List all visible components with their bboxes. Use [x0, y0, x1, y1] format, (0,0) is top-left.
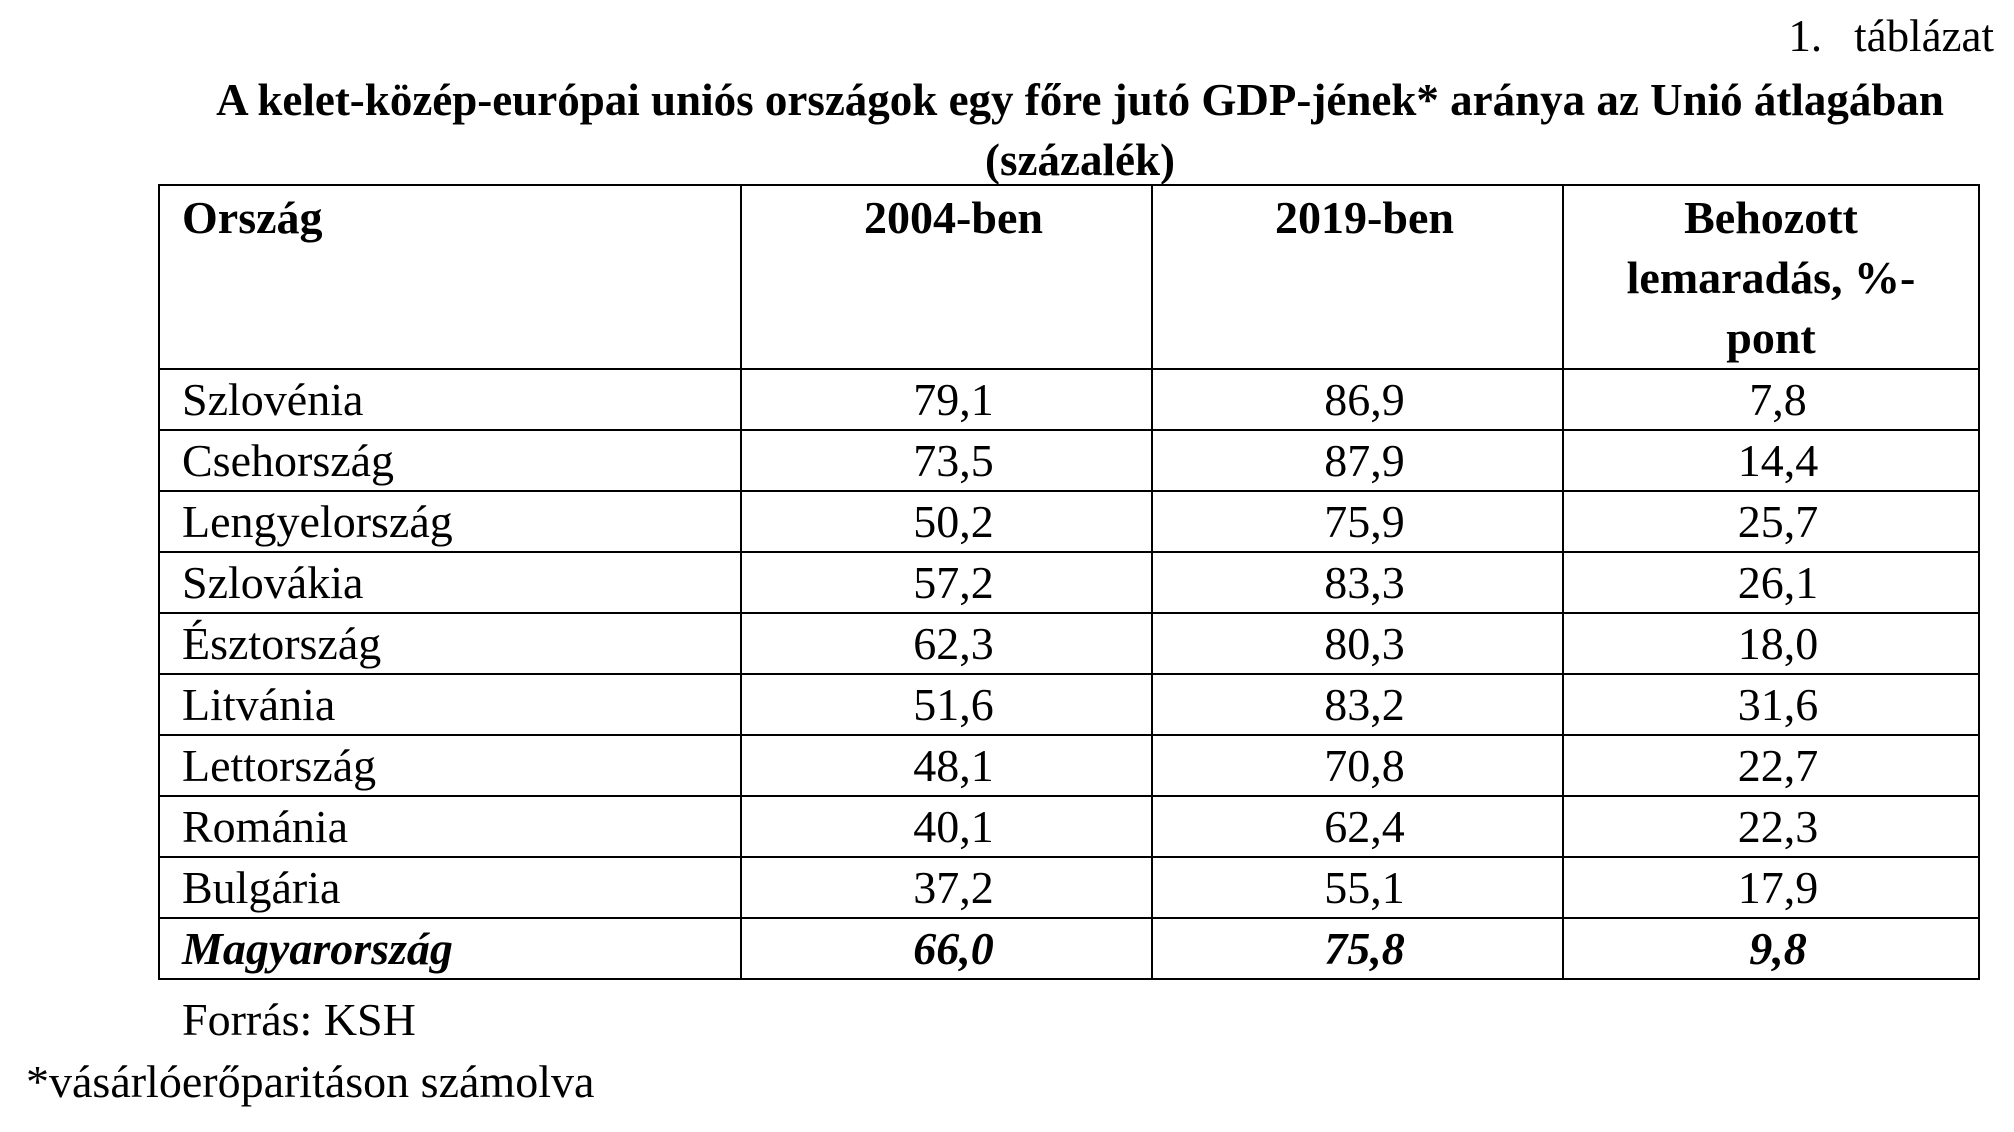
table-title: A kelet-közép-európai uniós országok egy főre jutó GDP-jének* aránya az Unió átlagában (százalék)	[216, 75, 1944, 185]
cell-catchup: 9,8	[1563, 918, 1979, 979]
table-number	[1788, 8, 1994, 64]
cell-2004: 51,6	[741, 674, 1152, 735]
table-row	[159, 491, 1979, 552]
cell-2004: 40,1	[741, 796, 1152, 857]
cell-country: Észtország	[159, 613, 741, 674]
table-row	[159, 613, 1979, 674]
footnote: *vásárlóerőparitáson számolva	[26, 1056, 595, 1107]
cell-2019: 87,9	[1152, 430, 1563, 491]
cell-country: Szlovákia	[159, 552, 741, 613]
header-row	[159, 185, 1979, 369]
cell-2004: 37,2	[741, 857, 1152, 918]
gdp-table	[158, 184, 1980, 980]
cell-2019: 70,8	[1152, 735, 1563, 796]
cell-2019: 80,3	[1152, 613, 1563, 674]
column-header-catchup: Behozott lemaradás, %-pont	[1563, 185, 1979, 369]
cell-country: Magyarország	[159, 918, 741, 979]
cell-2019: 75,8	[1152, 918, 1563, 979]
cell-country: Szlovénia	[159, 369, 741, 430]
cell-country: Lettország	[159, 735, 741, 796]
cell-2004: 62,3	[741, 613, 1152, 674]
table-row-highlight	[159, 918, 1979, 979]
cell-2004: 48,1	[741, 735, 1152, 796]
cell-catchup: 31,6	[1563, 674, 1979, 735]
cell-catchup: 22,3	[1563, 796, 1979, 857]
table-row	[159, 735, 1979, 796]
cell-country: Csehország	[159, 430, 741, 491]
cell-country: Bulgária	[159, 857, 741, 918]
table-row	[159, 430, 1979, 491]
table-row	[159, 369, 1979, 430]
cell-catchup: 25,7	[1563, 491, 1979, 552]
table-number-value: 1.	[1788, 11, 1823, 61]
cell-2004: 66,0	[741, 918, 1152, 979]
column-header-2004: 2004-ben	[741, 185, 1152, 369]
cell-2019: 75,9	[1152, 491, 1563, 552]
column-header-2019: 2019-ben	[1152, 185, 1563, 369]
cell-2004: 79,1	[741, 369, 1152, 430]
table-row	[159, 796, 1979, 857]
cell-catchup: 26,1	[1563, 552, 1979, 613]
cell-2004: 57,2	[741, 552, 1152, 613]
cell-2004: 73,5	[741, 430, 1152, 491]
column-header-country: Ország	[159, 185, 741, 369]
source-note: Forrás: KSH	[182, 994, 416, 1045]
cell-2019: 55,1	[1152, 857, 1563, 918]
table-row	[159, 552, 1979, 613]
cell-catchup: 18,0	[1563, 613, 1979, 674]
cell-catchup: 7,8	[1563, 369, 1979, 430]
cell-country: Románia	[159, 796, 741, 857]
table-body	[159, 369, 1979, 979]
cell-2019: 86,9	[1152, 369, 1563, 430]
cell-2019: 83,3	[1152, 552, 1563, 613]
cell-catchup: 17,9	[1563, 857, 1979, 918]
cell-catchup: 14,4	[1563, 430, 1979, 491]
cell-2019: 62,4	[1152, 796, 1563, 857]
cell-catchup: 22,7	[1563, 735, 1979, 796]
table-row	[159, 674, 1979, 735]
table-row	[159, 857, 1979, 918]
cell-2019: 83,2	[1152, 674, 1563, 735]
cell-country: Litvánia	[159, 674, 741, 735]
cell-2004: 50,2	[741, 491, 1152, 552]
table-label: táblázat	[1854, 11, 1994, 61]
cell-country: Lengyelország	[159, 491, 741, 552]
